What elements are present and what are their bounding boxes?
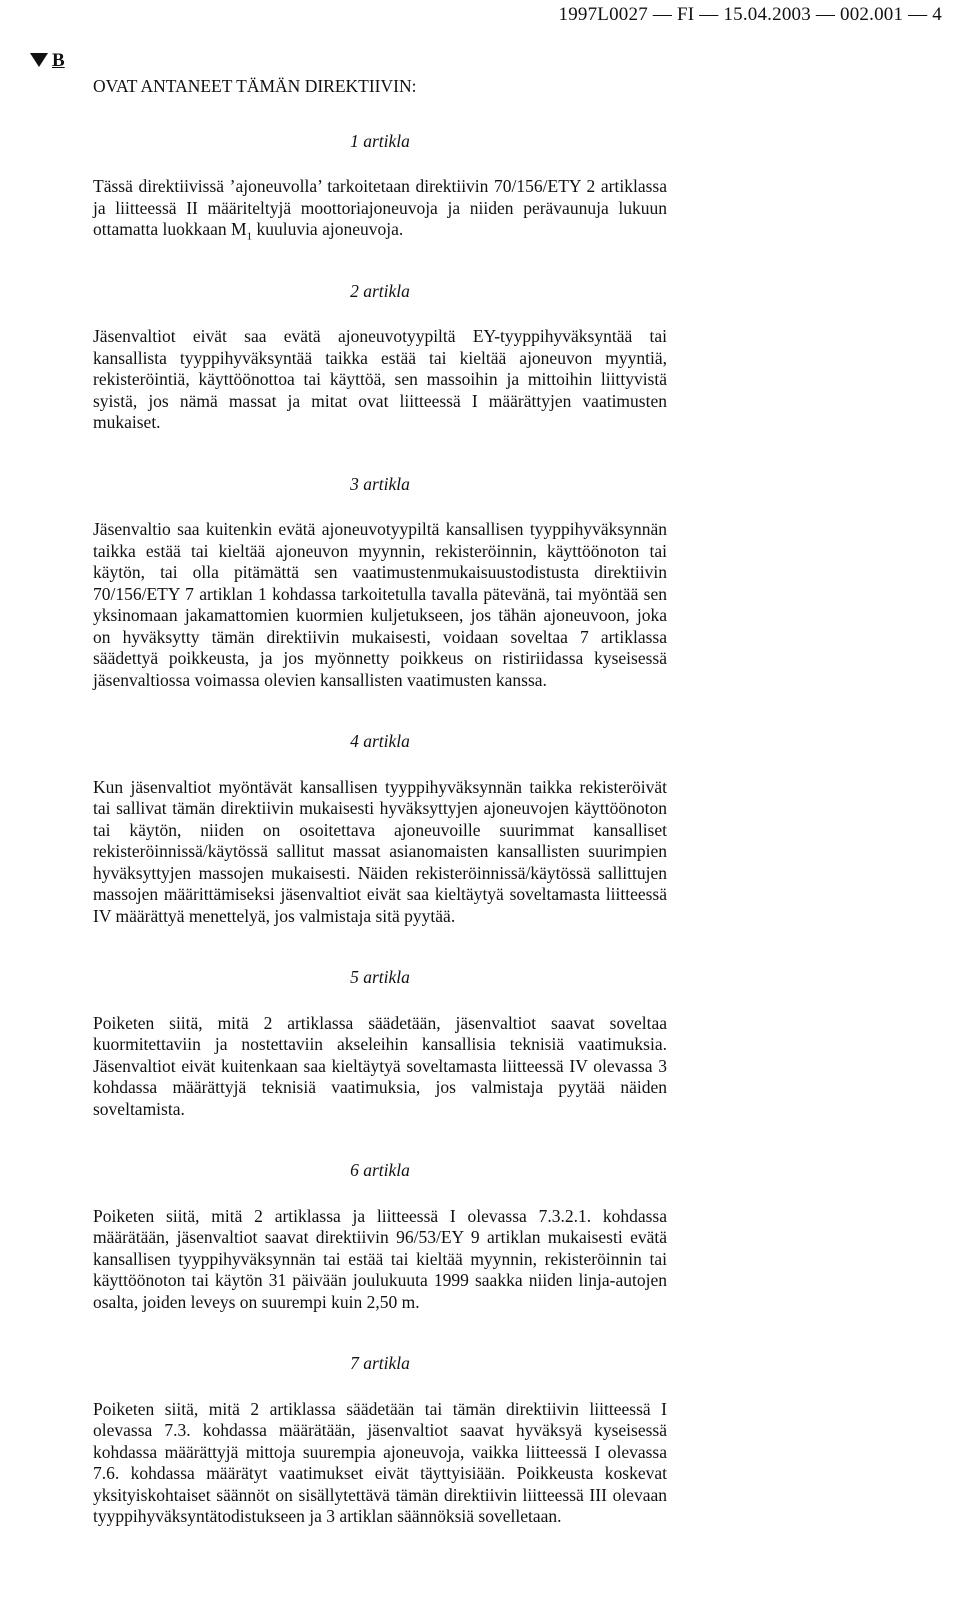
article-title: 6 artikla xyxy=(350,1160,410,1180)
subscript: 1 xyxy=(246,230,253,243)
article-title: 5 artikla xyxy=(350,967,410,987)
article-text: Kun jäsenvaltiot myöntävät kansallisen tyyppihyväksynnän taikka rekisteröivät tai sallivat tämän direktiivin mukaisesti hyväksyttyjen ajoneuvojen käyttöönoton tai käytön, niiden on osoitettava ajoneuvoille suurimmat kansalliset rekisteröinnissä/käytössä sallitut massat asianomaisten kansallisten suurimpien hyväksyttyjen massojen mukaisesti. Näiden rekisteröinnissä/käytössä sallittujen massojen määrittämiseksi jäsenvaltiot eivät saa kieltäytyä soveltamasta liitteessä IV määrättyä menettelyä, jos valmistaja sitä pyytää. xyxy=(93,776,667,926)
article-text: Poiketen siitä, mitä 2 artiklassa ja liitteessä I olevassa 7.3.2.1. kohdassa määrätään, jäsenvaltiot saavat direktiivin 96/53/EY 9 artiklan mukaisesti evätä kansallisen tyyppihyväksynnän tai estää tai kieltää myynnin, rekisteröinnin tai käyttöönoton tai käytön 31 päivään joulukuuta 1999 saakka niiden linja-autojen osalta, joiden leveys on suurempi kuin 2,50 m. xyxy=(93,1205,667,1312)
article-1 xyxy=(93,131,667,241)
article-7 xyxy=(93,1353,667,1528)
article-5 xyxy=(93,967,667,1120)
header-separator: — xyxy=(699,4,719,25)
article-6 xyxy=(93,1160,667,1313)
document-body xyxy=(93,76,667,1568)
amendment-marker-label: B xyxy=(52,50,65,71)
intro-statement: OVAT ANTANEET TÄMÄN DIREKTIIVIN: xyxy=(93,76,417,96)
page-header xyxy=(559,4,943,26)
article-title: 1 artikla xyxy=(350,130,410,151)
article-title: 7 artikla xyxy=(350,1353,410,1373)
document-version: 002.001 xyxy=(840,4,904,25)
header-separator: — xyxy=(652,4,673,25)
article-2 xyxy=(93,281,667,434)
header-separator: — xyxy=(908,4,928,25)
amendment-marker xyxy=(30,50,65,72)
article-text: Jäsenvaltiot eivät saa evätä ajoneuvotyypiltä EY-tyyppihyväksyntää tai kansallista tyyppihyväksyntää taikka estää tai kieltää ajoneuvon myyntiä, rekisteröintiä, käyttöönottoa tai käyttöä, sen massoihin ja mittoihin liittyvistä syistä, jos nämä massat ja mitat ovat liitteessä I määrättyjen vaatimusten mukaiset. xyxy=(93,326,667,432)
article-title: 4 artikla xyxy=(350,731,410,751)
article-4 xyxy=(93,731,667,927)
article-text: Tässä direktiivissä ’ajoneuvolla’ tarkoitetaan direktiivin 70/156/ETY 2 artiklassa ja liitteessä II määriteltyjä moottoriajoneuvoja ja niiden perävaunuja lukuun ottamatta luokkaan $M_1$ kuuluvia ajoneuvoja. xyxy=(93,176,667,243)
article-text: Poiketen siitä, mitä 2 artiklassa säädetään tai tämän direktiivin liitteessä I olevassa 7.3. kohdassa määrätään, jäsenvaltiot saavat hyväksyä kyseisessä kohdassa määrättyjä mittoja suurempia ajoneuvoja, vaikka liitteessä I olevassa 7.6. kohdassa määrätyt vaatimukset eivät täyttyisiään. Poikkeusta koskevat yksityiskohtaiset säännöt on sisällytettävä tämän direktiivin liitteessä III olevaan tyyppihyväksyntätodistukseen ja 3 artiklan säännöksiä sovelletaan. xyxy=(93,1398,667,1526)
article-text: Poiketen siitä, mitä 2 artiklassa säädetään, jäsenvaltiot saavat soveltaa kuormitettaviin ja nostettaviin akseleihin kansallisia teknisiä vaatimuksia. Jäsenvaltiot eivät kuitenkaan saa kieltäytyä soveltamasta liitteessä IV olevassa 3 kohdassa määrättyjä teknisiä vaatimuksia, jos valmistaja pyytää näiden soveltamista. xyxy=(93,1012,667,1119)
article-title: 2 artikla xyxy=(350,280,410,301)
header-separator: — xyxy=(815,4,836,25)
article-3 xyxy=(93,474,667,692)
triangle-down-icon xyxy=(30,53,48,67)
article-title: 3 artikla xyxy=(350,473,410,494)
document-date: 15.04.2003 xyxy=(723,4,811,25)
language-code: FI xyxy=(677,4,695,25)
document-id: 1997L0027 xyxy=(558,4,648,25)
page-number: 4 xyxy=(932,4,942,25)
article-text: Jäsenvaltio saa kuitenkin evätä ajoneuvotyypiltä kansallisen tyyppihyväksynnän taikka estää tai kieltää ajoneuvon myynnin, rekisteröinnin, käyttöönoton tai käytön, tai olla pitämättä sen vaatimustenmukaisuustodistusta direktiivin 70/156/ETY 7 artiklan 1 kohdassa tarkoitetulla tavalla pätevänä, tai myöntää sen yksinomaan jakamattomien kuormien kuljetukseen, jos tähän ajoneuvoon, joka on hyväksytty tämän direktiivin mukaisesti, voidaan soveltaa 7 artiklassa säädettyä poikkeusta, ja jos myönnetty poikkeus on ristiriidassa kyseisessä jäsenvaltiossa voimassa olevien kansallisten vaatimusten kanssa. xyxy=(93,519,667,690)
